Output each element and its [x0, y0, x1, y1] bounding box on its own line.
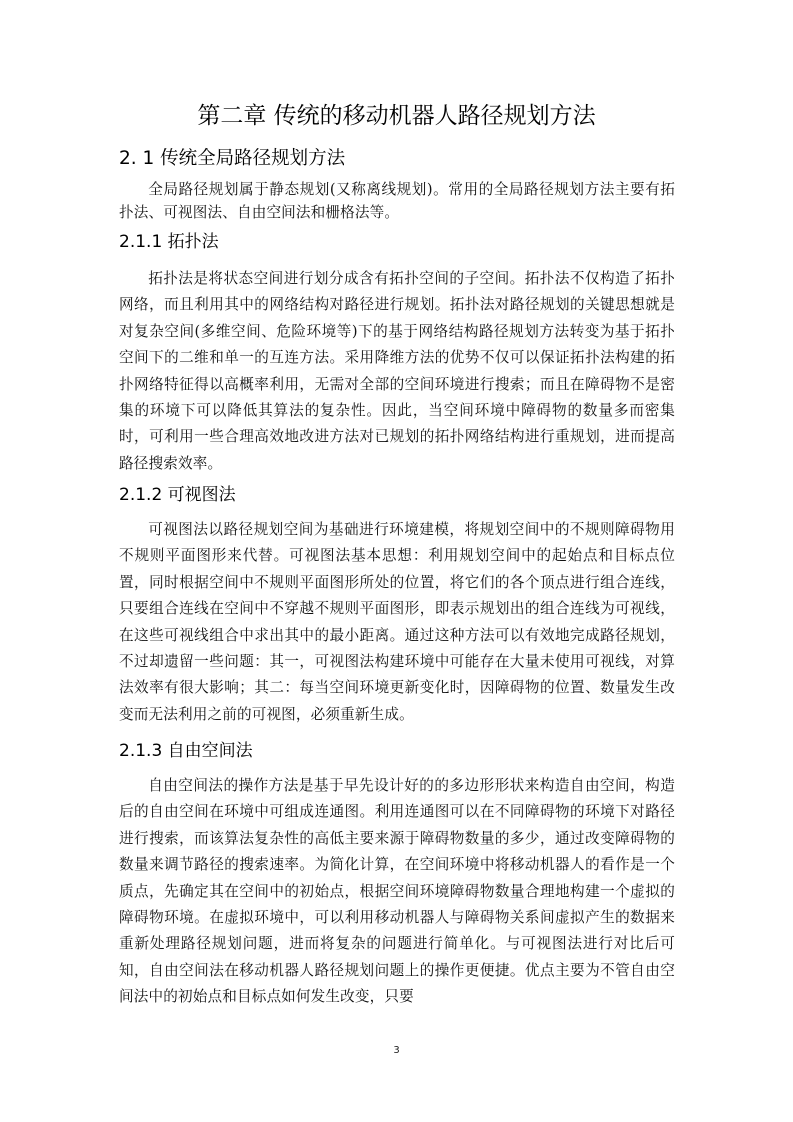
subsection-heading-2-1-3: 2.1.3 自由空间法: [119, 741, 253, 761]
visibility-graph-paragraph: 可视图法以路径规划空间为基础进行环境建模，将规划空间中的不规则障碍物用不规则平面图形来代替。可视图法基本思想：利用规划空间中的起始点和目标点位置，同时根据空间中不规则平面图形所处的位置，将它们的各个顶点进行组合连线，只要组合连线在空间中不穿越不规则平面图形，即表示规划出的组合连线为可视线，在这些可视线组合中求出其中的最小距离。通过这种方法可以有效地完成路径规划，不过却遗留一些问题：其一，可视图法构建环境中可能存在大量未使用可视线，对算法效率有很大影响；其二：每当空间环境更新变化时，因障碍物的位置、数量发生改变而无法利用之前的可视图，必须重新生成。: [119, 521, 675, 723]
free-space-method-paragraph: 自由空间法的操作方法是基于早先设计好的的多边形形状来构造自由空间，构造后的自由空间在环境中可组成连通图。利用连通图可以在不同障碍物的环境下对路径进行搜索，而该算法复杂性的高低主要来源于障碍物数量的多少，通过改变障碍物的数量来调节路径的搜索速率。为简化计算，在空间环境中将移动机器人的看作是一个质点，先确定其在空间中的初始点，根据空间环境障碍物数量合理地构建一个虚拟的障碍物环境。在虚拟环境中，可以利用移动机器人与障碍物关系间虚拟产生的数据来重新处理路径规划问题，进而将复杂的问题进行简单化。与可视图法进行对比后可知，自由空间法在移动机器人路径规划问题上的操作更便捷。优点主要为不管自由空间法中的初始点和目标点如何发生改变，只要: [119, 777, 675, 1006]
page-number: 3: [393, 1045, 400, 1056]
chapter-title: 第二章 传统的移动机器人路径规划方法: [197, 103, 596, 129]
section-heading-2-1: 2. 1 传统全局路径规划方法: [119, 148, 346, 169]
subsection-heading-2-1-2: 2.1.2 可视图法: [119, 485, 236, 505]
section-2-1-intro-paragraph: 全局路径规划属于静态规划(又称离线规划)。常用的全局路径规划方法主要有拓扑法、可视图法、自由空间法和栅格法等。: [119, 181, 675, 221]
subsection-heading-2-1-1: 2.1.1 拓扑法: [119, 232, 219, 252]
topology-method-paragraph: 拓扑法是将状态空间进行划分成含有拓扑空间的子空间。拓扑法不仅构造了拓扑网络，而且利用其中的网络结构对路径进行规划。拓扑法对路径规划的关键思想就是对复杂空间(多维空间、危险环境等)下的基于网络结构路径规划方法转变为基于拓扑空间下的二维和单一的互连方法。采用降维方法的优势不仅可以保证拓扑法构建的拓扑网络特征得以高概率利用，无需对全部的空间环境进行搜索；而且在障碍物不是密集的环境下可以降低其算法的复杂性。因此，当空间环境中障碍物的数量多而密集时，可利用一些合理高效地改进方法对已规划的拓扑网络结构进行重规划，进而提高路径搜索效率。: [119, 270, 675, 472]
